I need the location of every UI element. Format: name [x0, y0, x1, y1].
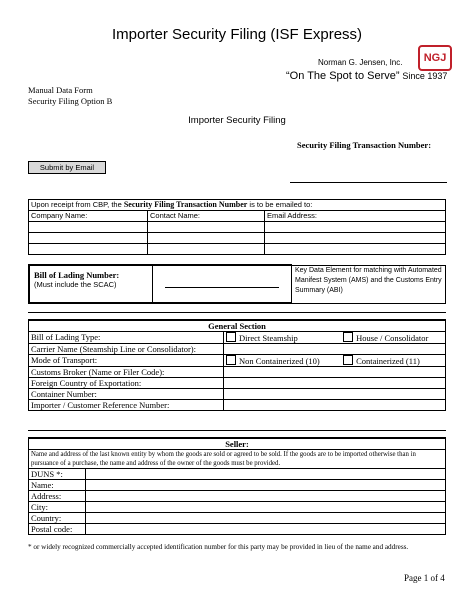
seller-city-field[interactable]	[86, 502, 446, 513]
receipt-section	[28, 199, 446, 255]
page-title: Importer Security Filing (ISF Express)	[111, 26, 363, 43]
table-row	[29, 211, 446, 222]
table-row	[29, 400, 446, 411]
seller-postal-code-field[interactable]	[86, 524, 446, 535]
general-section-band	[28, 312, 446, 320]
house-consolidator-checkbox[interactable]	[343, 332, 353, 342]
non-containerized-label: Non Containerized (10)	[239, 356, 320, 366]
page-number: Page 1 of 4	[404, 573, 445, 583]
table-row	[29, 265, 446, 303]
table-row[interactable]	[29, 233, 446, 244]
seller-address-field[interactable]	[86, 491, 446, 502]
general-section	[28, 312, 446, 411]
receipt-table	[28, 210, 446, 255]
duns-field[interactable]	[86, 469, 446, 480]
customs-broker-label: Customs Broker (Name or Filer Code):	[29, 367, 224, 378]
company-name-header: Company Name:	[29, 211, 148, 222]
table-row[interactable]	[29, 222, 446, 233]
contact-name-header: Contact Name:	[148, 211, 265, 222]
container-number-field[interactable]	[224, 389, 446, 400]
company-logo	[418, 45, 452, 71]
carrier-name-label: Carrier Name (Steamship Line or Consolidator):	[29, 344, 224, 355]
form-meta-line2: Security Filing Option B	[28, 96, 113, 106]
bol-number-field[interactable]	[165, 287, 279, 288]
foreign-country-field[interactable]	[224, 378, 446, 389]
since-text: Since 1937	[402, 71, 448, 81]
seller-section	[28, 430, 446, 535]
bol-label: Bill of Lading Number:	[34, 270, 120, 280]
seller-city-label: City:	[29, 502, 86, 513]
seller-name-label: Name:	[29, 480, 86, 491]
transaction-number-field[interactable]	[290, 182, 447, 183]
carrier-name-field[interactable]	[224, 344, 446, 355]
customs-broker-field[interactable]	[224, 367, 446, 378]
table-row	[29, 491, 446, 502]
container-number-label: Container Number:	[29, 389, 224, 400]
containerized-checkbox[interactable]	[343, 355, 353, 365]
duns-label: DUNS *:	[29, 469, 86, 480]
table-row	[29, 378, 446, 389]
seller-postal-code-label: Postal code:	[29, 524, 86, 535]
seller-section-band	[28, 430, 446, 438]
general-heading: General Section	[29, 321, 446, 332]
direct-steamship-checkbox[interactable]	[226, 332, 236, 342]
seller-country-field[interactable]	[86, 513, 446, 524]
seller-description: Name and address of the last known entity by whom the goods are sold or agreed to be sold. If the goods are to be imported otherwise than in pursuance of a purchase, the name and address of the owner of the goods must be provided.	[29, 450, 446, 469]
table-row	[29, 321, 446, 332]
table-row	[29, 332, 446, 344]
non-containerized-checkbox[interactable]	[226, 355, 236, 365]
table-row[interactable]	[29, 244, 446, 255]
bol-sub: (Must include the SCAC)	[34, 280, 117, 289]
table-row	[29, 439, 446, 450]
reference-number-field[interactable]	[224, 400, 446, 411]
direct-steamship-label: Direct Steamship	[239, 333, 298, 343]
seller-name-field[interactable]	[86, 480, 446, 491]
table-row	[29, 524, 446, 535]
mode-of-transport-label: Mode of Transport:	[29, 355, 224, 367]
table-row	[29, 513, 446, 524]
footnote: * or widely recognized commercially accepted identification number for this party may be provided in lieu of the name and address.	[28, 543, 409, 551]
receipt-instruction: Upon receipt from CBP, the Security Filing Transaction Number is to be emailed to:	[28, 199, 446, 210]
section-subtitle: Importer Security Filing	[188, 115, 286, 126]
table-row	[29, 502, 446, 513]
company-slogan	[286, 70, 447, 82]
bol-input-cell[interactable]	[153, 265, 292, 303]
bol-note: Key Data Element for matching with Automated Manifest System (AMS) and the Customs Entry Summary (ABI)	[292, 265, 446, 303]
transaction-number-label: Security Filing Transaction Number:	[297, 140, 432, 150]
general-table	[28, 320, 446, 411]
table-row	[29, 355, 446, 367]
company-name: Norman G. Jensen, Inc.	[318, 58, 403, 67]
seller-table	[28, 438, 446, 535]
foreign-country-label: Foreign Country of Exportation:	[29, 378, 224, 389]
form-meta-line1: Manual Data Form	[28, 85, 93, 95]
slogan-text: “On The Spot to Serve”	[286, 70, 400, 82]
bol-type-options	[224, 332, 446, 344]
table-row	[29, 344, 446, 355]
containerized-label: Containerized (11)	[356, 356, 420, 366]
bol-label-cell	[29, 265, 153, 303]
bol-table	[28, 264, 446, 304]
bol-type-label: Bill of Lading Type:	[29, 332, 224, 344]
table-row	[29, 450, 446, 469]
reference-number-label: Importer / Customer Reference Number:	[29, 400, 224, 411]
logo-text: NGJ	[423, 52, 447, 64]
table-row	[29, 367, 446, 378]
table-row	[29, 480, 446, 491]
seller-country-label: Country:	[29, 513, 86, 524]
table-row	[29, 469, 446, 480]
email-address-header: Email Address:	[265, 211, 446, 222]
table-row	[29, 389, 446, 400]
house-consolidator-label: House / Consolidator	[356, 333, 429, 343]
seller-heading: Seller:	[29, 439, 446, 450]
submit-by-email-button[interactable]: Submit by Email	[28, 161, 106, 174]
seller-address-label: Address:	[29, 491, 86, 502]
mode-of-transport-options	[224, 355, 446, 367]
